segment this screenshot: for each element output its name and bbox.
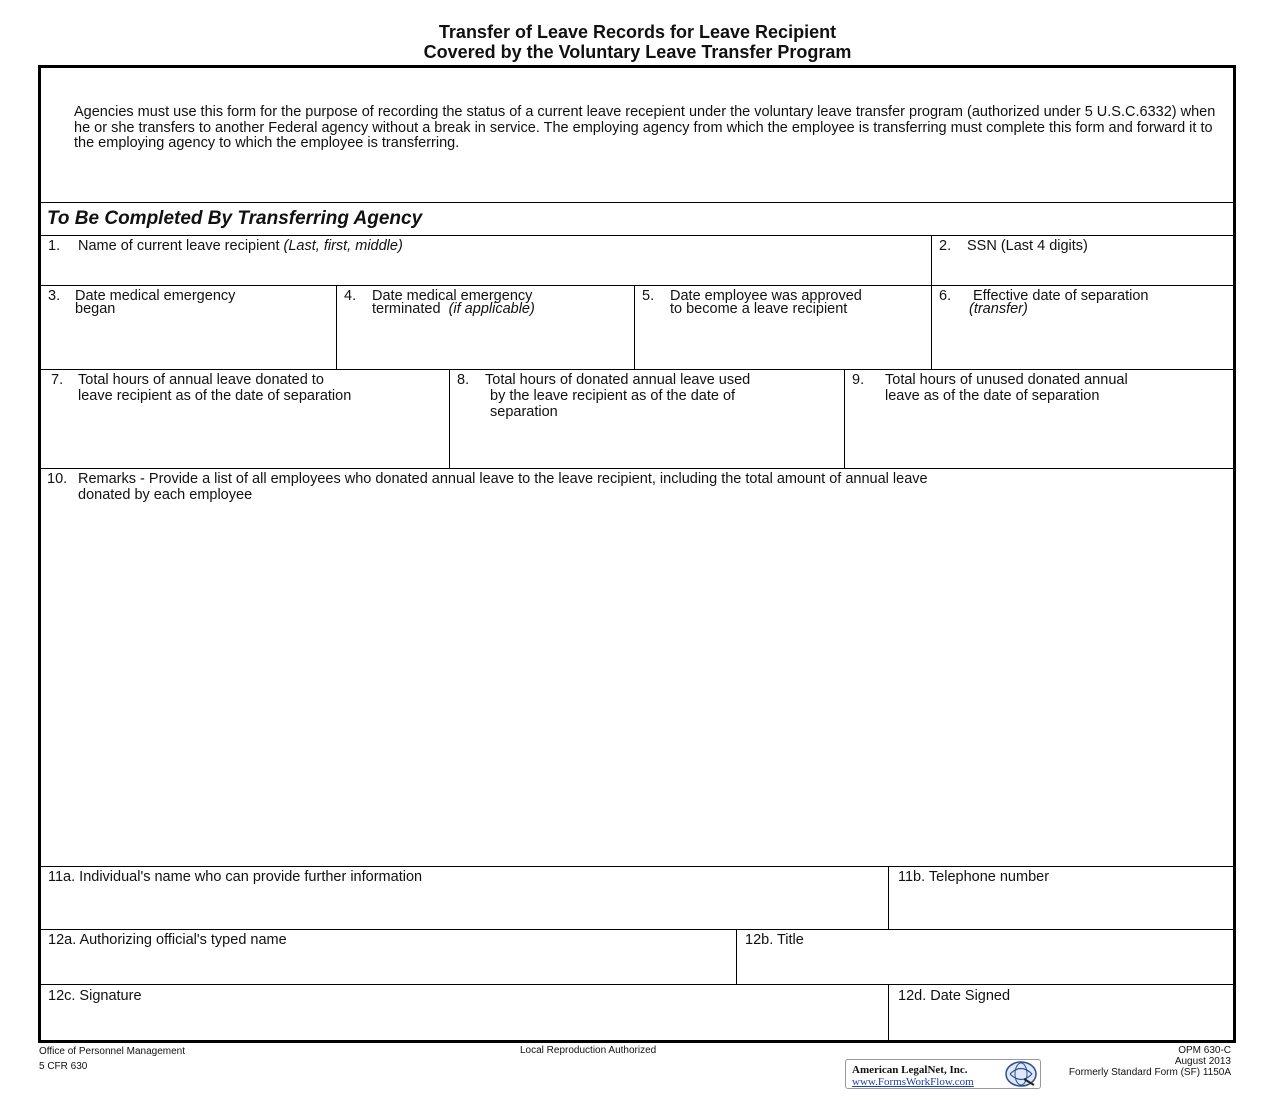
field-12d-label: 12d. Date Signed — [898, 988, 1011, 1004]
form-title — [0, 22, 1275, 62]
field-12a-official-name[interactable] — [41, 929, 736, 984]
globe-logo-icon — [1004, 1061, 1038, 1087]
field-2-number: 2. — [939, 238, 952, 254]
field-10-label-line1: Remarks - Provide a list of all employees who donated annual leave to the leave recipient, including the total amount of annual leave — [78, 471, 928, 487]
footer-form-number: OPM 630-C — [1178, 1045, 1231, 1056]
field-5-number: 5. — [642, 288, 655, 304]
field-7-hours-donated[interactable] — [41, 369, 449, 468]
field-6-separation-date[interactable] — [931, 285, 1233, 369]
section-heading: To Be Completed By Transferring Agency — [41, 202, 1233, 236]
field-3-label-line1: Date medical emergency — [75, 288, 236, 304]
field-2-label: SSN (Last 4 digits) — [967, 238, 1088, 254]
footer-formerly: Formerly Standard Form (SF) 1150A — [1068, 1067, 1231, 1078]
footer-reproduction: Local Reproduction Authorized — [520, 1045, 657, 1056]
field-9-label-line1: Total hours of unused donated annual — [885, 372, 1128, 388]
field-4-number: 4. — [344, 288, 357, 304]
field-12b-title[interactable] — [736, 929, 1233, 984]
field-11b-telephone[interactable] — [888, 866, 1233, 929]
field-1-number: 1. — [48, 238, 61, 254]
field-7-label-line1: Total hours of annual leave donated to — [78, 372, 324, 388]
field-6-number: 6. — [939, 288, 952, 304]
field-12a-label: 12a. Authorizing official's typed name — [48, 932, 287, 948]
field-8-label-line3: separation — [490, 404, 558, 420]
field-4-label-line1: Date medical emergency — [372, 288, 533, 304]
field-2-ssn[interactable] — [931, 236, 1233, 285]
field-9-label-line2: leave as of the date of separation — [885, 388, 1100, 404]
field-12c-signature[interactable] — [41, 984, 888, 1040]
intro-text: Agencies must use this form for the purpose of recording the status of a current leave recepient under the voluntary leave transfer program (authorized under 5 U.S.C.6332) when he or she transfers to another Federal agency without a break in service. The employing agency from which the employee is transferring must complete this form and forward it to the employing agency to which the employee is transferring. — [74, 104, 1216, 151]
field-6-label: Effective date of separation — [973, 288, 1149, 304]
field-11a-label: 11a. Individual's name who can provide further information — [48, 869, 423, 885]
form-title-line2: Covered by the Voluntary Leave Transfer Program — [423, 42, 852, 62]
field-7-number: 7. — [51, 372, 64, 388]
field-3-label-line2: began — [75, 301, 116, 317]
footer-cfr: 5 CFR 630 — [39, 1061, 88, 1072]
legalnet-badge[interactable] — [845, 1059, 1041, 1089]
field-10-label-line2: donated by each employee — [78, 487, 253, 503]
field-4-label-line2: terminated — [372, 301, 441, 317]
field-9-number: 9. — [852, 372, 865, 388]
field-8-hours-used[interactable] — [449, 369, 844, 468]
field-5-approval-date[interactable] — [634, 285, 931, 369]
field-1-note: (Last, first, middle) — [283, 238, 403, 254]
field-7-label-line2: leave recipient as of the date of separation — [78, 388, 352, 404]
badge-url-link[interactable]: www.FormsWorkFlow.com — [852, 1076, 974, 1088]
field-5-label-line2: to become a leave recipient — [670, 301, 848, 317]
field-9-hours-unused[interactable] — [844, 369, 1233, 468]
field-11a-contact-name[interactable] — [41, 866, 888, 929]
field-5-label-line1: Date employee was approved — [670, 288, 862, 304]
badge-company-name: American LegalNet, Inc. — [852, 1064, 968, 1076]
field-10-remarks[interactable] — [41, 468, 1233, 866]
field-4-note: (if applicable) — [448, 301, 535, 317]
field-1-name[interactable] — [41, 236, 931, 285]
field-10-number: 10. — [47, 471, 68, 487]
field-8-label-line1: Total hours of donated annual leave used — [485, 372, 751, 388]
form-title-line1: Transfer of Leave Records for Leave Recipient — [438, 22, 837, 42]
field-12d-date-signed[interactable] — [888, 984, 1233, 1040]
field-3-emergency-began[interactable] — [41, 285, 336, 369]
field-12b-label: 12b. Title — [745, 932, 804, 948]
field-6-note: (transfer) — [969, 301, 1028, 317]
footer-date: August 2013 — [1174, 1056, 1231, 1067]
field-8-number: 8. — [457, 372, 470, 388]
field-1-label: Name of current leave recipient — [78, 238, 280, 254]
field-12c-label: 12c. Signature — [48, 988, 142, 1004]
field-11b-label: 11b. Telephone number — [898, 869, 1050, 885]
field-8-label-line2: by the leave recipient as of the date of — [490, 388, 736, 404]
form-frame — [38, 65, 1236, 1043]
field-4-emergency-terminated[interactable] — [336, 285, 634, 369]
field-3-number: 3. — [48, 288, 61, 304]
footer-agency: Office of Personnel Management — [39, 1046, 186, 1057]
